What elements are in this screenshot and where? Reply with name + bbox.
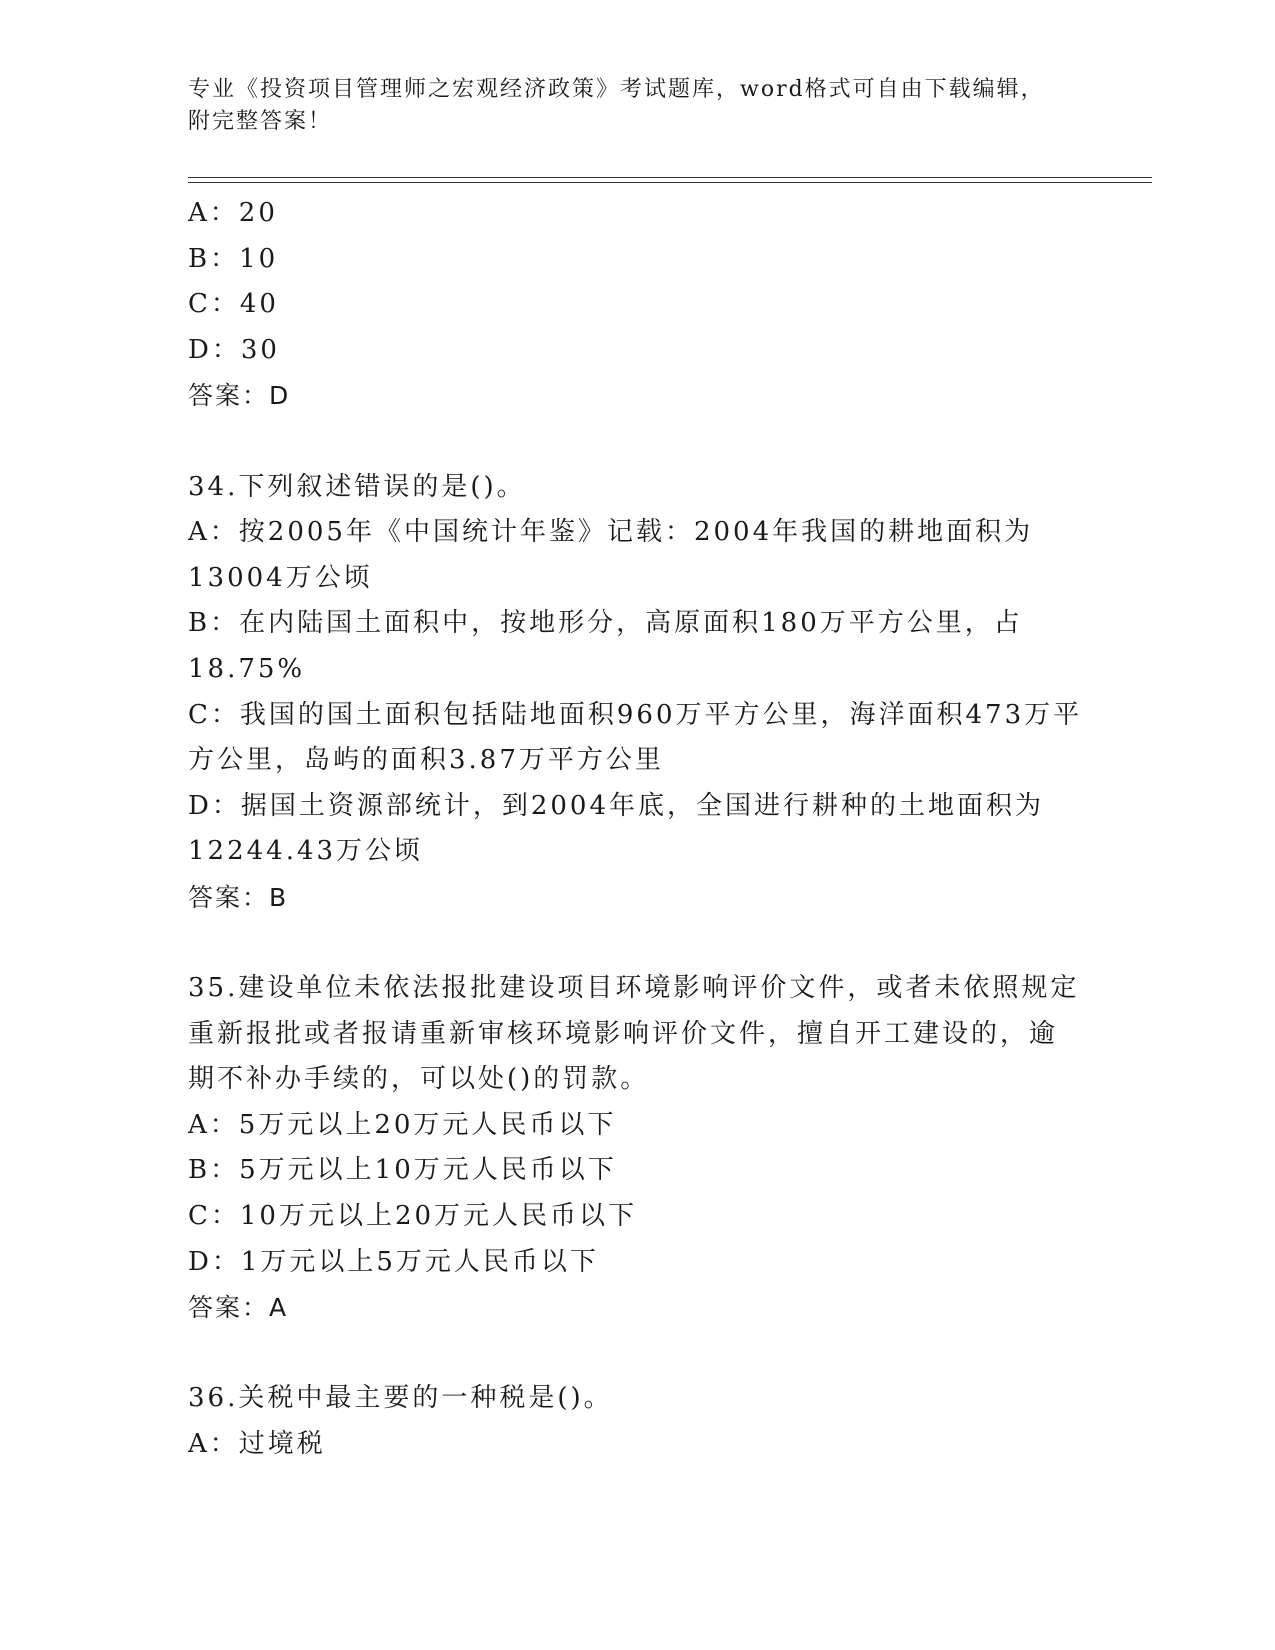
option-a: A：过境税 (188, 1429, 326, 1460)
option-c: C：10万元以上20万元人民币以下 (188, 1201, 638, 1232)
question-text-line-3: 期不补办手续的，可以处()的罚款。 (188, 1064, 650, 1095)
option-c-line-1: C：我国的国土面积包括陆地面积960万平方公里，海洋面积473万平 (188, 699, 1083, 730)
option-a-line-1: A：按2005年《中国统计年鉴》记载：2004年我国的耕地面积为 (188, 517, 1034, 548)
option-a-line-2: 13004万公顷 (188, 562, 373, 593)
option-d: D：1万元以上5万元人民币以下 (188, 1246, 599, 1277)
question-text: 36.关税中最主要的一种税是()。 (188, 1383, 613, 1414)
option-c-line-2: 方公里，岛屿的面积3.87万平方公里 (188, 745, 664, 776)
question-spacer (188, 419, 1088, 465)
header-line-2: 附完整答案！ (188, 109, 333, 134)
option-d: D：30 (188, 334, 280, 365)
option-d-line-2: 12244.43万公顷 (188, 836, 424, 867)
question-34 (188, 465, 1088, 921)
option-b: B：10 (188, 243, 279, 274)
question-text: 34.下列叙述错误的是()。 (188, 471, 526, 502)
question-spacer (188, 1331, 1088, 1377)
question-text-line-1: 35.建设单位未依法报批建设项目环境影响评价文件，或者未依照规定 (188, 973, 1080, 1004)
answer-label: 答案：D (188, 381, 291, 411)
option-b: B：5万元以上10万元人民币以下 (188, 1155, 617, 1186)
header-line-1: 专业《投资项目管理师之宏观经济政策》考试题库，word格式可自由下载编辑， (188, 77, 1045, 102)
option-a: A：5万元以上20万元人民币以下 (188, 1109, 617, 1140)
option-a: A：20 (188, 198, 278, 228)
option-b-line-1: B：在内陆国土面积中，按地形分，高原面积180万平方公里，占 (188, 608, 1023, 639)
answer-label: 答案：A (188, 1293, 289, 1323)
question-spacer (188, 921, 1088, 967)
question-35 (188, 966, 1088, 1331)
answer-label: 答案：B (188, 882, 289, 912)
option-b-line-2: 18.75% (188, 653, 306, 684)
header-divider-bottom (188, 182, 1152, 183)
question-36 (188, 1376, 1088, 1467)
option-c: C：40 (188, 289, 279, 320)
question-list (188, 191, 1088, 1468)
question-text-line-2: 重新报批或者报请重新审核环境影响评价文件，擅自开工建设的，逾 (188, 1018, 1059, 1049)
question-33 (188, 191, 1088, 419)
document-header (188, 74, 1088, 138)
header-divider-top (188, 177, 1152, 178)
option-d-line-1: D：据国土资源部统计，到2004年底，全国进行耕种的土地面积为 (188, 790, 1045, 821)
